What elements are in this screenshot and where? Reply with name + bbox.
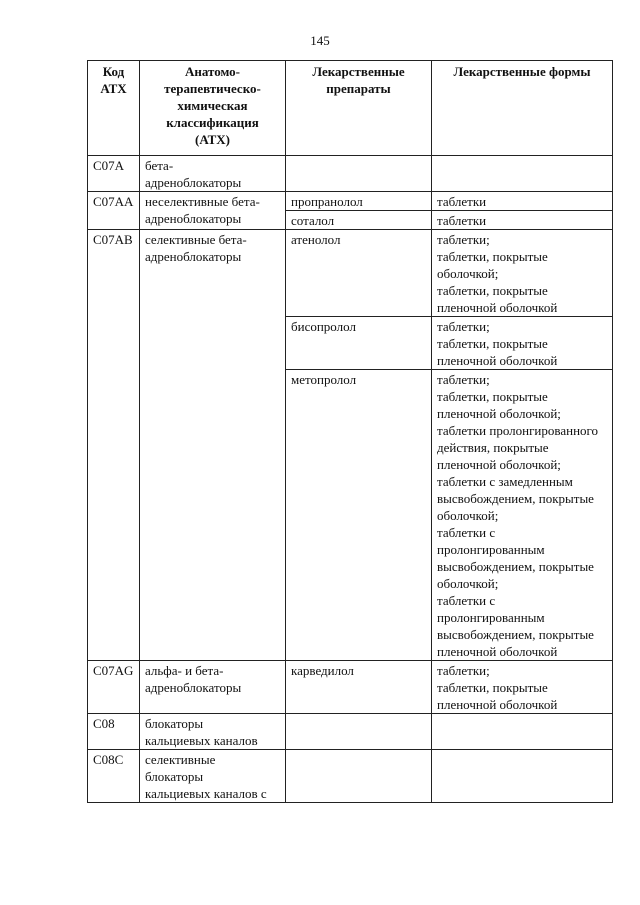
- classification-line: неселективные бета-: [145, 194, 260, 209]
- dosage-form-line: таблетки: [437, 213, 487, 228]
- header-text-line: препараты: [326, 81, 391, 96]
- header-text-line: Код: [102, 64, 125, 79]
- dosage-forms-cell: [432, 156, 613, 192]
- classification-line: адреноблокаторы: [145, 249, 242, 264]
- header-text-line: (АТХ): [195, 132, 230, 147]
- dosage-form-line: пленочной оболочкой;: [437, 406, 561, 421]
- dosage-form-line: пленочной оболочкой: [437, 300, 558, 315]
- dosage-form-line: высвобождением, покрытые: [437, 559, 594, 574]
- dosage-forms-cell: [432, 714, 613, 750]
- dosage-form-line: оболочкой;: [437, 576, 499, 591]
- classification-line: блокаторы: [145, 769, 204, 784]
- atx-classification-cell: [140, 230, 286, 661]
- dosage-form-line: таблетки: [437, 194, 487, 209]
- drug-name-cell: метопролол: [286, 370, 432, 661]
- table-row: [88, 230, 613, 317]
- dosage-forms-cell: [432, 230, 613, 317]
- dosage-form-line: таблетки пролонгированного: [437, 423, 599, 438]
- classification-line: блокаторы: [145, 716, 204, 731]
- dosage-forms-cell: [432, 370, 613, 661]
- drug-name-cell: [286, 156, 432, 192]
- header-text-line: Лекарственные формы: [453, 64, 591, 79]
- drug-name-cell: атенолол: [286, 230, 432, 317]
- classification-line: селективные: [145, 752, 216, 767]
- dosage-form-line: таблетки, покрытые: [437, 283, 548, 298]
- classification-line: кальциевых каналов с: [145, 786, 267, 801]
- header-text-line: Анатомо-: [184, 64, 241, 79]
- dosage-form-line: таблетки;: [437, 319, 490, 334]
- dosage-form-line: высвобождением, покрытые: [437, 627, 594, 642]
- header-drugs: [286, 61, 432, 156]
- dosage-form-line: таблетки, покрытые: [437, 389, 548, 404]
- classification-line: адреноблокаторы: [145, 680, 242, 695]
- header-text-line: Лекарственные: [312, 64, 405, 79]
- classification-line: кальциевых каналов: [145, 733, 258, 748]
- table-row: [88, 661, 613, 714]
- dosage-forms-cell: [432, 317, 613, 370]
- atx-classification-cell: [140, 750, 286, 803]
- dosage-form-line: таблетки с: [437, 525, 496, 540]
- atx-code-cell: C08: [88, 714, 140, 750]
- dosage-form-line: пролонгированным: [437, 542, 545, 557]
- dosage-form-line: пролонгированным: [437, 610, 545, 625]
- drug-name-cell: карведилол: [286, 661, 432, 714]
- header-text-line: АТХ: [100, 81, 127, 96]
- table-row: [88, 156, 613, 192]
- dosage-form-line: пленочной оболочкой: [437, 353, 558, 368]
- drug-name-cell: соталол: [286, 211, 432, 230]
- table-row: [88, 192, 613, 211]
- dosage-form-line: таблетки, покрытые: [437, 336, 548, 351]
- atx-code-cell: C07AB: [88, 230, 140, 661]
- header-text-line: терапевтическо-: [164, 81, 261, 96]
- dosage-forms-cell: [432, 750, 613, 803]
- atx-code-cell: C07A: [88, 156, 140, 192]
- dosage-forms-cell: [432, 192, 613, 211]
- header-text-line: классификация: [166, 115, 259, 130]
- classification-line: альфа- и бета-: [145, 663, 224, 678]
- dosage-form-line: пленочной оболочкой: [437, 697, 558, 712]
- classification-line: адреноблокаторы: [145, 175, 242, 190]
- atx-code-cell: C07AG: [88, 661, 140, 714]
- header-classification-atx: [140, 61, 286, 156]
- dosage-form-line: таблетки с: [437, 593, 496, 608]
- atx-code-cell: C07AA: [88, 192, 140, 230]
- dosage-form-line: оболочкой;: [437, 266, 499, 281]
- dosage-forms-cell: [432, 661, 613, 714]
- atx-table: [87, 60, 613, 803]
- classification-line: адреноблокаторы: [145, 211, 242, 226]
- table-row: [88, 750, 613, 803]
- atx-classification-cell: [140, 192, 286, 230]
- atx-classification-cell: [140, 661, 286, 714]
- dosage-form-line: таблетки, покрытые: [437, 249, 548, 264]
- atx-classification-cell: [140, 714, 286, 750]
- classification-line: бета-: [145, 158, 174, 173]
- page-number: 145: [310, 33, 330, 48]
- dosage-form-line: таблетки;: [437, 372, 490, 387]
- header-dosage-forms: [432, 61, 613, 156]
- dosage-form-line: действия, покрытые: [437, 440, 549, 455]
- header-text-line: химическая: [177, 98, 248, 113]
- drug-name-cell: бисопролол: [286, 317, 432, 370]
- atx-classification-cell: [140, 156, 286, 192]
- atx-code-cell: C08C: [88, 750, 140, 803]
- dosage-form-line: пленочной оболочкой;: [437, 457, 561, 472]
- dosage-form-line: таблетки, покрытые: [437, 680, 548, 695]
- dosage-form-line: оболочкой;: [437, 508, 499, 523]
- header-code-atx: [88, 61, 140, 156]
- drug-name-cell: [286, 750, 432, 803]
- dosage-form-line: таблетки с замедленным: [437, 474, 573, 489]
- dosage-form-line: таблетки;: [437, 663, 490, 678]
- drug-name-cell: пропранолол: [286, 192, 432, 211]
- table-header-row: [88, 61, 613, 156]
- dosage-form-line: пленочной оболочкой: [437, 644, 558, 659]
- dosage-form-line: таблетки;: [437, 232, 490, 247]
- dosage-form-line: высвобождением, покрытые: [437, 491, 594, 506]
- table-row: [88, 714, 613, 750]
- dosage-forms-cell: [432, 211, 613, 230]
- drug-name-cell: [286, 714, 432, 750]
- classification-line: селективные бета-: [145, 232, 247, 247]
